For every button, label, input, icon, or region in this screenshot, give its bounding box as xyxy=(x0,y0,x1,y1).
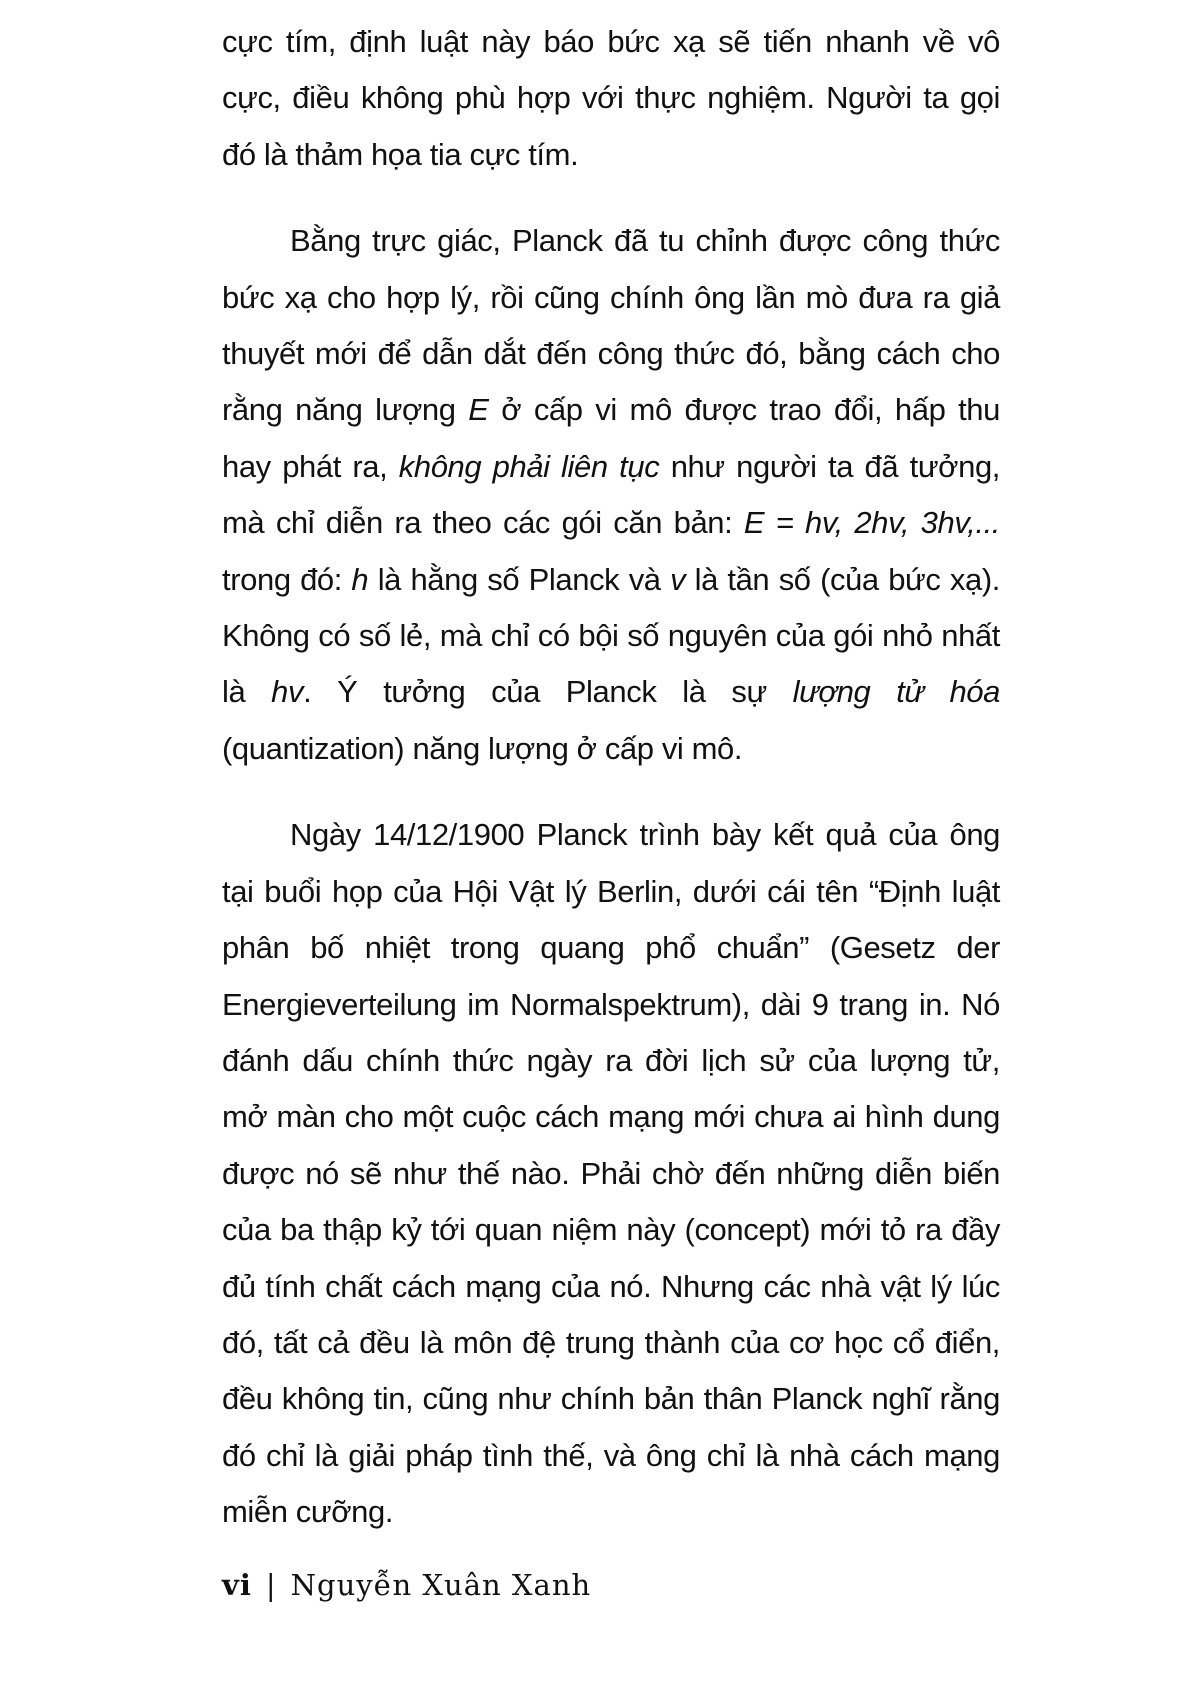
italic-segment: lượng tử hóa xyxy=(792,674,1000,710)
page-footer xyxy=(222,1568,591,1602)
paragraph-1 xyxy=(222,14,1000,183)
page-number: vi xyxy=(222,1568,252,1602)
italic-segment: không phải liên tục xyxy=(398,448,660,484)
text-segment: như người ta đã tưởng, mà chỉ diễn ra theo các gói căn bản: xyxy=(222,448,1000,541)
italic-segment: E xyxy=(468,392,489,428)
italic-segment: h xyxy=(351,561,369,597)
text-segment: cực tím, định luật này báo bức xạ sẽ tiến nhanh về vô cực, điều không phù hợp với thực nghiệm. Người ta gọi đó là thảm họa tia cực tím. xyxy=(222,24,1000,172)
text-segment: Ngày 14/12/1900 Planck trình bày kết quả của ông tại buổi họp của Hội Vật lý Berlin, dưới cái tên “Định luật phân bố nhiệt trong quang phổ chuẩn” (Gesetz der Energieverteilung im Normalspektrum), dài 9 trang in. Nó đánh dấu chính thức ngày ra đời lịch sử của lượng tử, mở màn cho một cuộc cách mạng mới chưa ai hình dung được nó sẽ như thế nào. Phải chờ đến những diễn biến của ba thập kỷ tới quan niệm này (concept) mới tỏ ra đầy đủ tính chất cách mạng của nó. Nhưng các nhà vật lý lúc đó, tất cả đều là môn đệ trung thành của cơ học cổ điển, đều không tin, cũng như chính bản thân Planck nghĩ rằng đó chỉ là giải pháp tình thế, và ông chỉ là nhà cách mạng miễn cưỡng. xyxy=(222,817,1000,1530)
italic-segment: v xyxy=(670,561,686,597)
page-body xyxy=(222,14,1000,1541)
text-segment: là hằng số Planck và xyxy=(368,561,671,597)
text-segment: . Ý tưởng của Planck là sự xyxy=(303,674,793,710)
footer-separator: | xyxy=(265,1568,277,1602)
text-segment: là tần số (của bức xạ). Không có số lẻ, mà chỉ có bội số nguyên của gói nhỏ nhất là xyxy=(222,561,1001,710)
text-segment: ở cấp vi mô được trao đổi, hấp thu hay phát ra, xyxy=(222,392,1000,484)
text-segment: (quantization) năng lượng ở cấp vi mô. xyxy=(222,730,743,766)
italic-segment: E = hv, 2hv, 3hv,... xyxy=(743,505,1000,541)
author-name: Nguyễn Xuân Xanh xyxy=(290,1568,592,1602)
paragraph-3 xyxy=(222,807,1000,1540)
text-segment: trong đó: xyxy=(222,561,352,597)
italic-segment: hv xyxy=(271,674,304,710)
text-segment: Bằng trực giác, Planck đã tu chỉnh được công thức bức xạ cho hợp lý, rồi cũng chính ông lần mò đưa ra giả thuyết mới để dẫn dắt đến công thức đó, bằng cách cho rằng năng lượng xyxy=(222,223,1000,428)
paragraph-2 xyxy=(222,213,1000,777)
